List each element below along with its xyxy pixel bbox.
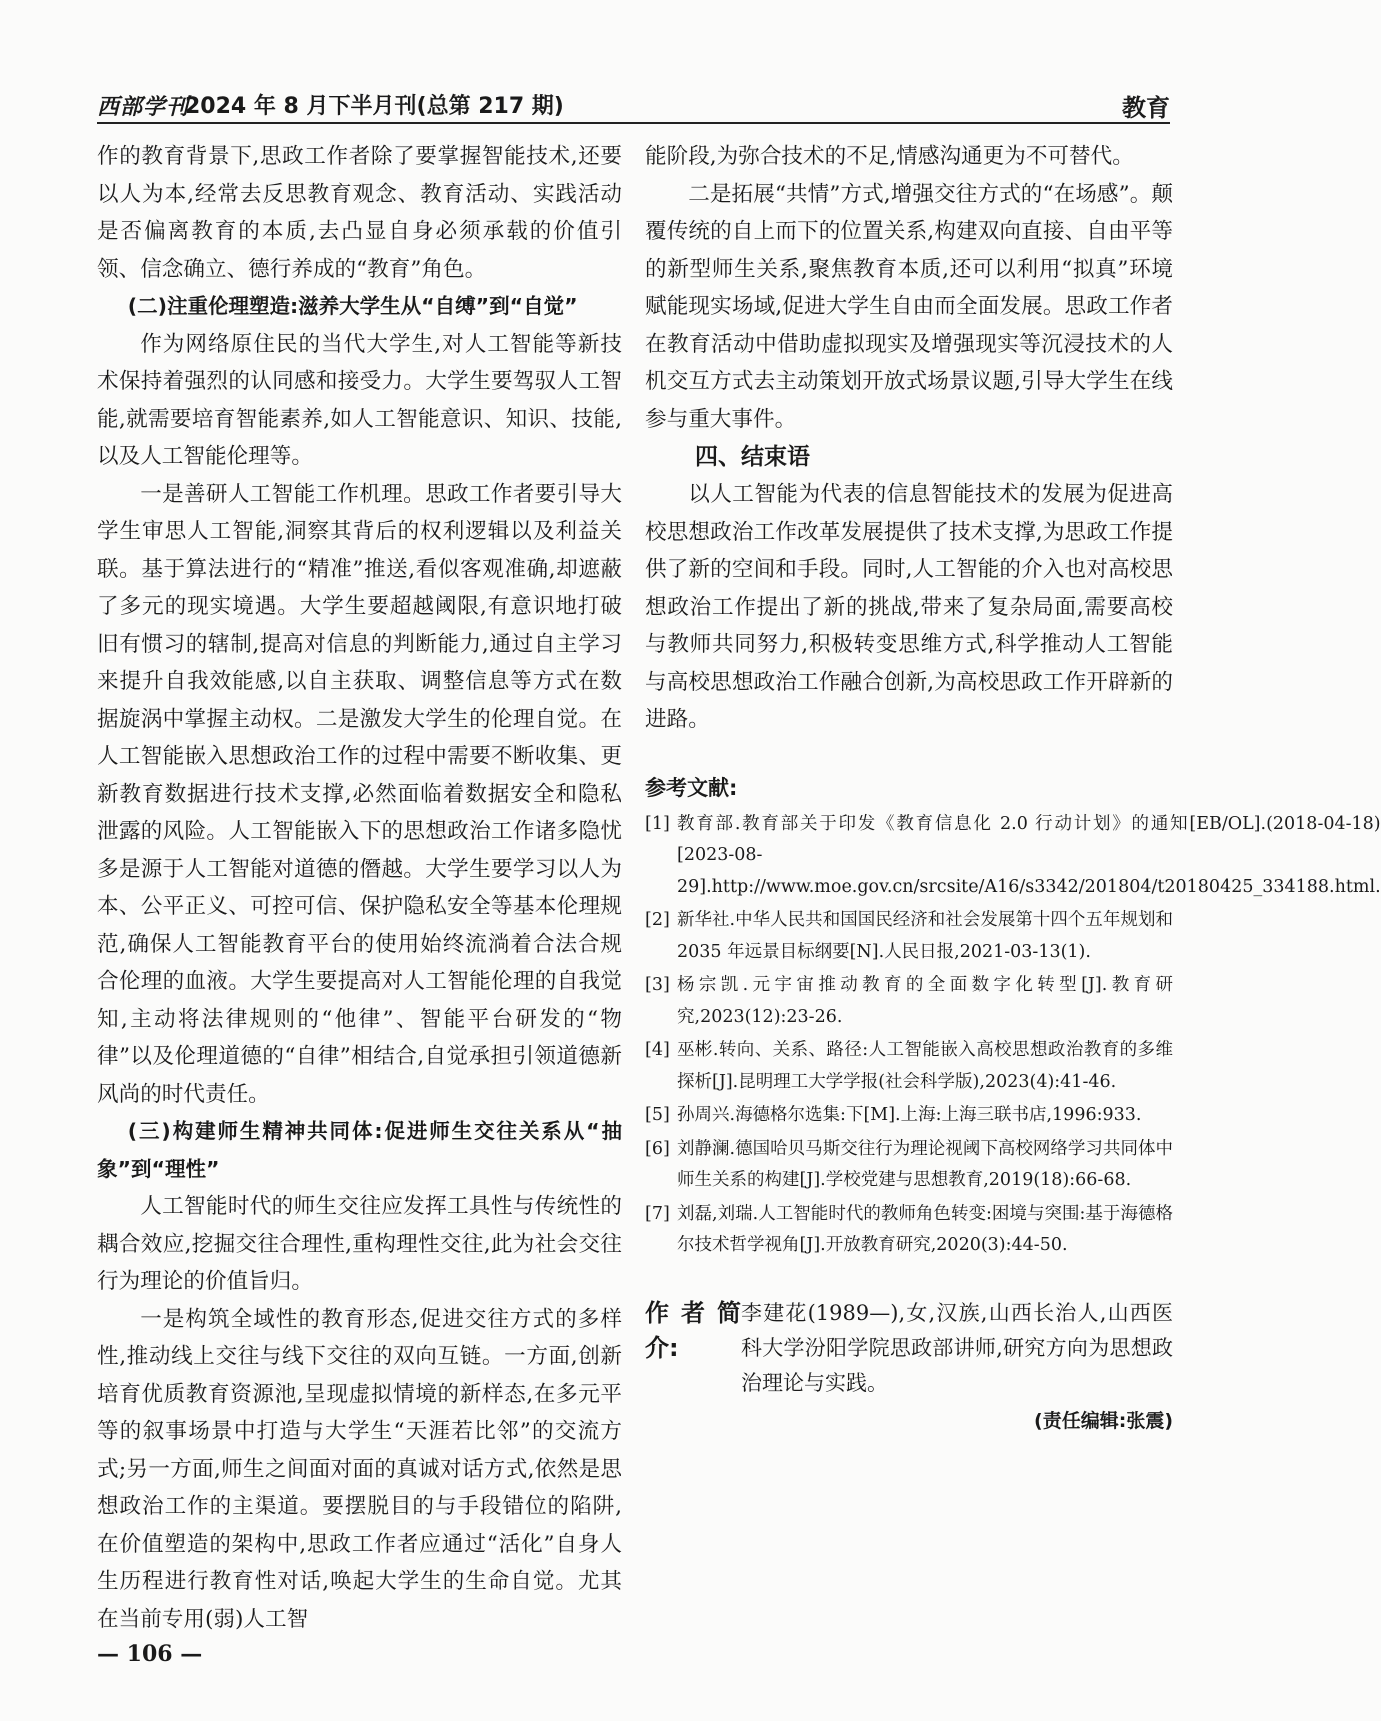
reference-number: [4] [645, 1040, 670, 1060]
paragraph: 人工智能时代的师生交往应发挥工具性与传统性的耦合效应,挖掘交往合理性,重构理性交往,此为社会交往行为理论的价值旨归。 [97, 1194, 622, 1294]
reference-number: [1] [645, 813, 670, 834]
section-heading: (二)注重伦理塑造:滋养大学生从“自缚”到“自觉” [127, 294, 578, 318]
paragraph: 作的教育背景下,思政工作者除了要掌握智能技术,还要以人为本,经常去反思教育观念、教育活动、实践活动是否偏离教育的本质,去凸显自身必须承载的价值引领、信念确立、德行养成的“教育”角色。 [97, 144, 622, 282]
reference-text: 杨宗凯.元宇宙推动教育的全面数字化转型[J].教育研究,2023(12):23-26. [677, 975, 1173, 1027]
reference-number: [6] [645, 1138, 670, 1159]
paragraph: 一是构筑全域性的教育形态,促进交往方式的多样性,推动线上交往与线下交往的双向互链。一方面,创新培育优质教育资源池,呈现虚拟情境的新样态,在多元平等的叙事场景中打造与大学生“天涯若比邻”的交流方式;另一方面,师生之间面对面的真诚对话方式,依然是思想政治工作的主渠道。要摆脱目的与手段错位的陷阱,在价值塑造的架构中,思政工作者应通过“活化”自身人生历程进行教育性对话,唤起大学生的生命自觉。尤其在当前专用(弱)人工智 [97, 1306, 622, 1632]
section-heading: 四、结束语 [695, 444, 810, 470]
reference-number: [2] [645, 910, 670, 930]
author-bio [645, 1296, 1173, 1401]
paragraph: 能阶段,为弥合技术的不足,情感沟通更为不可替代。 [645, 144, 1134, 169]
reference-number: [7] [645, 1203, 670, 1224]
reference-text: 教育部.教育部关于印发《教育信息化 2.0 行动计划》的通知[EB/OL].(2018-04-18)[2023-08-29].http://www.moe.gov.cn/srcsite/A16/s3342/201804/t20180425_334188.html. [677, 813, 1381, 897]
references-title: 参考文献: [645, 775, 738, 800]
issue-info: 2024 年 8 月下半月刊(总第 217 期) [185, 94, 564, 119]
reference-item [645, 1100, 1173, 1132]
reference-text: 巫彬.转向、关系、路径:人工智能嵌入高校思想政治教育的多维探析[J].昆明理工大学学报(社会科学版),2023(4):41-46. [677, 1040, 1173, 1092]
reference-text: 新华社.中华人民共和国国民经济和社会发展第十四个五年规划和 2035 年远景目标纲要[N].人民日报,2021-03-13(1). [677, 910, 1173, 962]
section-title: 教育 [1122, 94, 1170, 122]
reference-text: 刘磊,刘瑞.人工智能时代的教师角色转变:困境与突围:基于海德格尔技术哲学视角[J].开放教育研究,2020(3):44-50. [677, 1203, 1173, 1255]
reference-item [645, 809, 1381, 904]
right-column [645, 138, 1381, 1440]
paragraph: 以人工智能为代表的信息智能技术的发展为促进高校思想政治工作改革发展提供了技术支撑,为思政工作提供了新的空间和手段。同时,人工智能的介入也对高校思想政治工作提出了新的挑战,带来了复杂局面,需要高校与教师共同努力,积极转变思维方式,科学推动人工智能与高校思想政治工作融合创新,为高校思政工作开辟新的进路。 [645, 482, 1173, 732]
page-header [97, 86, 1170, 126]
reference-item [645, 905, 1173, 968]
reference-number: [5] [645, 1105, 670, 1125]
reference-text: 孙周兴.海德格尔选集:下[M].上海:上海三联书店,1996:933. [677, 1105, 1142, 1125]
paragraph: 二是拓展“共情”方式,增强交往方式的“在场感”。颠覆传统的自上而下的位置关系,构建双向直接、自由平等的新型师生关系,聚焦教育本质,还可以利用“拟真”环境赋能现实场域,促进大学生自由而全面发展。思政工作者在教育活动中借助虚拟现实及增强现实等沉浸技术的人机交互方式去主动策划开放式场景议题,引导大学生在线参与重大事件。 [645, 181, 1173, 432]
journal-logo: 西部学刊 [97, 94, 190, 120]
reference-item [645, 1134, 1173, 1197]
author-text: 李建花(1989—),女,汉族,山西长治人,山西医科大学汾阳学院思政部讲师,研究方向为思想政治理论与实践。 [741, 1300, 1173, 1395]
reference-item [645, 1035, 1173, 1098]
page-number: — 106 — [97, 1641, 203, 1667]
paragraph: 一是善研人工智能工作机理。思政工作者要引导大学生审思人工智能,洞察其背后的权利逻辑以及利益关联。基于算法进行的“精准”推送,看似客观准确,却遮蔽了多元的现实境遇。大学生要超越阈限,有意识地打破旧有惯习的辖制,提高对信息的判断能力,通过自主学习来提升自我效能感,以自主获取、调整信息等方式在数据旋涡中掌握主动权。二是激发大学生的伦理自觉。在人工智能嵌入思想政治工作的过程中需要不断收集、更新教育数据进行技术支撑,必然面临着数据安全和隐私泄露的风险。人工智能嵌入下的思想政治工作诸多隐忧多是源于人工智能对道德的僭越。大学生要学习以人为本、公平正义、可控可信、保护隐私安全等基本伦理规范,确保人工智能教育平台的使用始终流淌着合法合规合伦理的血液。大学生要提高对人工智能伦理的自我觉知,主动将法律规则的“他律”、智能平台研发的“物律”以及伦理道德的“自律”相结合,自觉承担引领道德新风尚的时代责任。 [97, 481, 622, 1107]
reference-list [645, 809, 1381, 1262]
editor-credit: (责任编辑:张震) [1034, 1409, 1173, 1432]
header-rule [97, 122, 1170, 124]
reference-item [645, 1199, 1173, 1262]
reference-text: 刘静澜.德国哈贝马斯交往行为理论视阈下高校网络学习共同体中师生关系的构建[J].学校党建与思想教育,2019(18):66-68. [677, 1138, 1173, 1190]
reference-item [645, 970, 1173, 1033]
paragraph: 作为网络原住民的当代大学生,对人工智能等新技术保持着强烈的认同感和接受力。大学生要驾驭人工智能,就需要培育智能素养,如人工智能意识、知识、技能,以及人工智能伦理等。 [97, 331, 622, 469]
section-heading: (三)构建师生精神共同体:促进师生交往关系从“抽象”到“理性” [97, 1119, 622, 1181]
left-column [97, 138, 622, 1638]
author-label: 作者简介: [645, 1298, 741, 1362]
reference-number: [3] [645, 975, 670, 995]
